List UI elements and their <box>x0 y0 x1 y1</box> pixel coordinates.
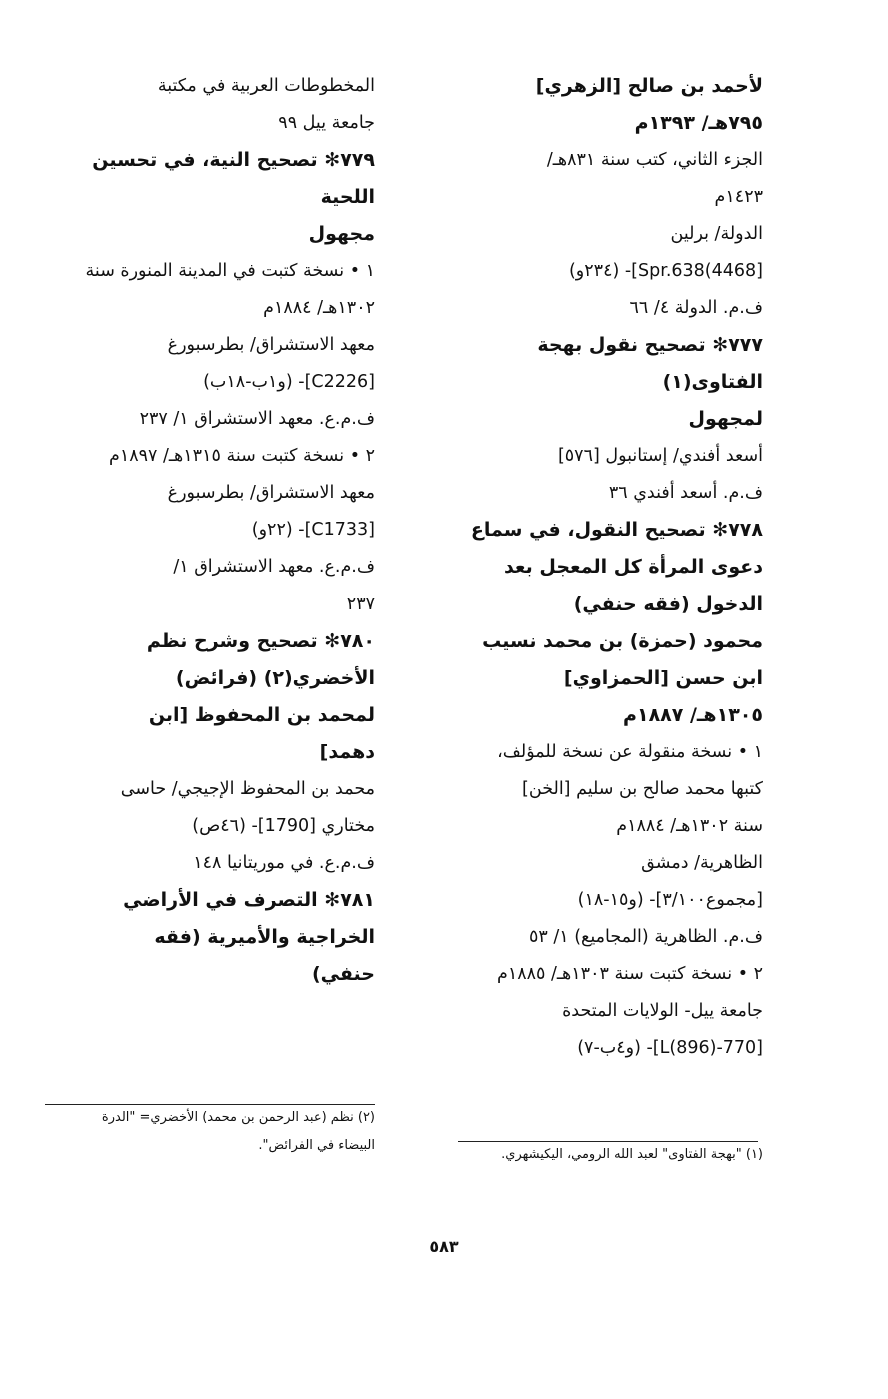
left-line: جامعة ييل ٩٩ <box>278 113 375 133</box>
right-line: أسعد أفندي/ إستانبول [٥٧٦] <box>557 446 763 466</box>
left-line: [C2226]- (و١ب-١٨ب) <box>203 372 375 392</box>
right-line: لمجهول <box>688 408 763 430</box>
left-line: ٧٧٩✻ تصحيح النية، في تحسين <box>92 149 375 171</box>
right-line: الدولة/ برلين <box>670 224 763 244</box>
right-column <box>418 68 763 1067</box>
left-line: محمد بن المحفوظ الإجيجي/ حاسى <box>120 779 375 799</box>
right-line: ٧٧٧✻ تصحيح نقول بهجة <box>537 334 763 356</box>
footnotes-right <box>418 1141 763 1169</box>
left-line: مختاري [1790]- (٤٦ص) <box>192 816 375 836</box>
right-line: جامعة ييل- الولايات المتحدة <box>562 1001 763 1021</box>
left-line: ٢٣٧ <box>346 594 375 614</box>
right-line: ١٤٢٣م <box>714 187 763 207</box>
right-line: [4468)Spr.638]- (٢٣٤و) <box>568 261 763 281</box>
footnote-2-line-1: (٢) نظم (عبد الرحمن بن محمد) الأخضري= "الدرة <box>101 1110 375 1125</box>
right-line: دعوى المرأة كل المعجل بعد <box>503 556 763 578</box>
right-line: سنة ١٣٠٢هـ/ ١٨٨٤م <box>616 816 763 836</box>
right-line: [770-L(896)]- (و٤ب-٧) <box>577 1038 763 1058</box>
right-line: كتبها محمد صالح بن سليم [الخن] <box>522 779 763 799</box>
left-line: الخراجية والأميرية (فقه <box>154 926 375 948</box>
left-line: ف.م.ع. في موريتانيا ١٤٨ <box>193 853 375 873</box>
footnotes-left <box>40 1104 375 1160</box>
left-line: ٢ • نسخة كتبت سنة ١٣١٥هـ/ ١٨٩٧م <box>109 446 375 466</box>
left-line: دهمد] <box>319 741 375 763</box>
right-line: الجزء الثاني، كتب سنة ٨٣١هـ/ <box>546 150 763 170</box>
left-line: حنفي) <box>311 963 375 985</box>
right-line: ٢ • نسخة كتبت سنة ١٣٠٣هـ/ ١٨٨٥م <box>497 964 763 984</box>
right-line: ابن حسن [الحمزاوي] <box>563 667 763 689</box>
right-line: الفتاوى(١) <box>662 371 763 393</box>
right-line: الدخول (فقه حنفي) <box>573 593 763 615</box>
right-line: ٧٩٥هـ/ ١٣٩٣م <box>634 112 763 134</box>
footnote-2-line-2: البيضاء في الفرائض". <box>258 1138 375 1153</box>
page-number: ٥٨٣ <box>429 1237 459 1256</box>
left-line: الأخضري(٢) (فرائض) <box>175 667 375 689</box>
left-line: لمحمد بن المحفوظ [ابن <box>148 704 375 726</box>
left-line: معهد الاستشراق/ بطرسبورغ <box>167 335 375 355</box>
right-line: ١٣٠٥هـ/ ١٨٨٧م <box>623 704 763 726</box>
left-line: ف.م.ع. معهد الاستشراق ١/ ٢٣٧ <box>139 409 375 429</box>
left-line: المخطوطات العربية في مكتبة <box>157 76 375 96</box>
left-line: ٧٨١✻ التصرف في الأراضي <box>123 889 375 911</box>
right-line: ف.م. الدولة ٤/ ٦٦ <box>629 298 763 318</box>
left-line: اللحية <box>320 186 375 208</box>
right-line: ف.م. الظاهرية (المجاميع) ١/ ٥٣ <box>528 927 763 947</box>
footnote-1: (١) "بهجة الفتاوى" لعبد الله الرومي، اليكيشهري. <box>501 1147 763 1162</box>
right-line: لأحمد بن صالح [الزهري] <box>535 75 763 97</box>
right-line: الظاهرية/ دمشق <box>641 853 763 873</box>
left-line: ٧٨٠✻ تصحيح وشرح نظم <box>146 630 375 652</box>
right-line: ف.م. أسعد أفندي ٣٦ <box>608 483 763 503</box>
right-line: ١ • نسخة منقولة عن نسخة للمؤلف، <box>497 742 763 762</box>
left-column <box>40 68 375 993</box>
left-line: مجهول <box>308 223 375 245</box>
left-line: [C1733]- (٢٢و) <box>251 520 375 540</box>
right-line: ٧٧٨✻ تصحيح النقول، في سماع <box>470 519 763 541</box>
left-line: ١٣٠٢هـ/ ١٨٨٤م <box>263 298 375 318</box>
left-line: ف.م.ع. معهد الاستشراق ١/ <box>173 557 375 577</box>
left-line: ١ • نسخة كتبت في المدينة المنورة سنة <box>85 261 375 281</box>
right-line: محمود (حمزة) بن محمد نسيب <box>482 630 763 652</box>
left-line: معهد الاستشراق/ بطرسبورغ <box>167 483 375 503</box>
right-line: [مجموع٣/١٠٠]- (و١٥-١٨) <box>577 890 763 910</box>
